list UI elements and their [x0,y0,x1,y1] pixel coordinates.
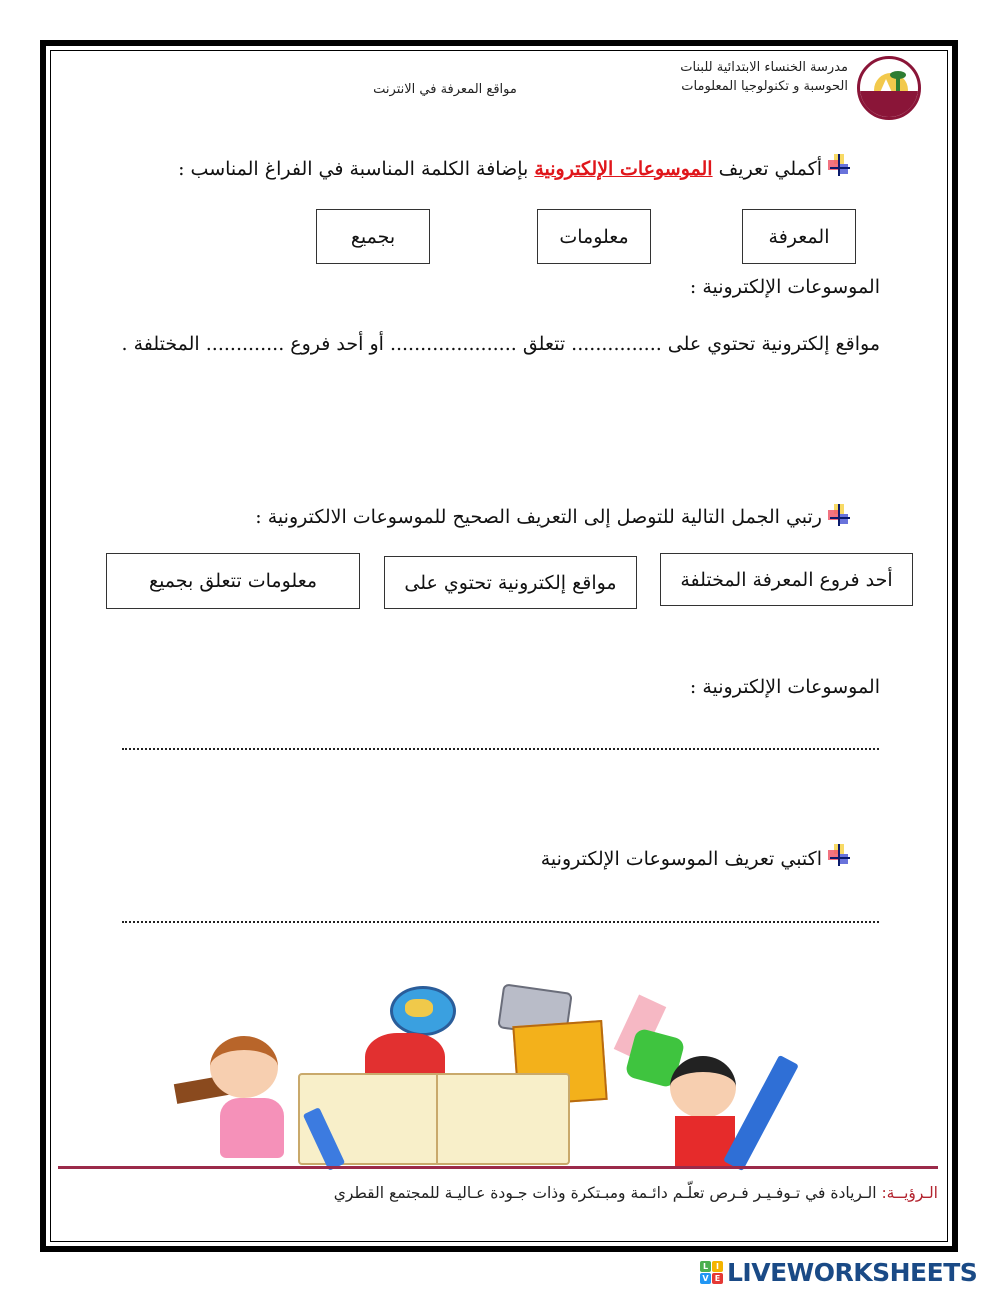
phrase-card[interactable]: أحد فروع المعرفة المختلفة [660,553,913,606]
question1-title-prefix: أكملي تعريف [712,158,822,180]
boy-head-icon [670,1056,736,1118]
grid-letter: I [712,1261,723,1272]
question3-answer-line[interactable] [122,921,879,923]
word-bank-item[interactable]: بجميع [316,209,430,264]
liveworksheets-logo[interactable] [700,1258,977,1286]
kids-books-illustration [170,978,850,1170]
grid-letter: E [712,1273,723,1284]
word-bank-item[interactable]: المعرفة [742,209,856,264]
question1-sentence[interactable]: مواقع إلكترونية تحتوي على ............... تتعلق ..................... أو أحد فروع ............. المختلفة . [121,333,880,355]
liveworksheets-wordmark: LIVEWORKSHEETS [727,1257,978,1287]
question1-label: الموسوعات الإلكترونية : [689,276,880,298]
question1-title-highlight: الموسوعات الإلكترونية [534,158,713,180]
grid-letter: V [700,1273,711,1284]
question1-title-suffix: بإضافة الكلمة المناسبة في الفراغ المناسب : [178,158,535,180]
ministry-logo-icon [857,56,921,120]
school-name: مدرسة الخنساء الابتدائية للبنات [680,60,848,75]
question2-answer-line[interactable] [122,748,879,750]
phrase-card[interactable]: معلومات تتعلق بجميع [106,553,360,609]
colored-cross-bullet-icon [828,154,850,176]
vision-statement [334,1184,938,1202]
globe-icon [390,986,456,1036]
grid-letter: L [700,1261,711,1272]
live-grid-icon [700,1261,723,1284]
girl-body-icon [220,1098,284,1158]
word-bank-item[interactable]: معلومات [537,209,651,264]
big-pencil-icon [723,1055,799,1171]
question3-title: اكتبي تعريف الموسوعات الإلكترونية [540,848,822,870]
footer-divider [58,1166,938,1169]
girl-head-icon [210,1036,278,1098]
question2-title: رتبي الجمل التالية للتوصل إلى التعريف الصحيح للموسوعات الالكترونية : [255,506,822,528]
vision-text: الـريادة في تـوفـيـر فـرص تعلّـم دائـمة ومبـتكرة وذات جـودة عـاليـة للمجتمع القطري [333,1184,882,1202]
colored-cross-bullet-icon [828,844,850,866]
colored-cross-bullet-icon [828,504,850,526]
question2-label: الموسوعات الإلكترونية : [689,676,880,698]
phrase-card[interactable]: مواقع إلكترونية تحتوي على [384,556,637,609]
vision-label: الـرؤيــة: [881,1184,938,1202]
subject-name: الحوسبة و تكنولوجيا المعلومات [681,79,848,94]
lesson-title: مواقع المعرفة في الانترنت [373,82,517,97]
question1-title [162,158,822,180]
